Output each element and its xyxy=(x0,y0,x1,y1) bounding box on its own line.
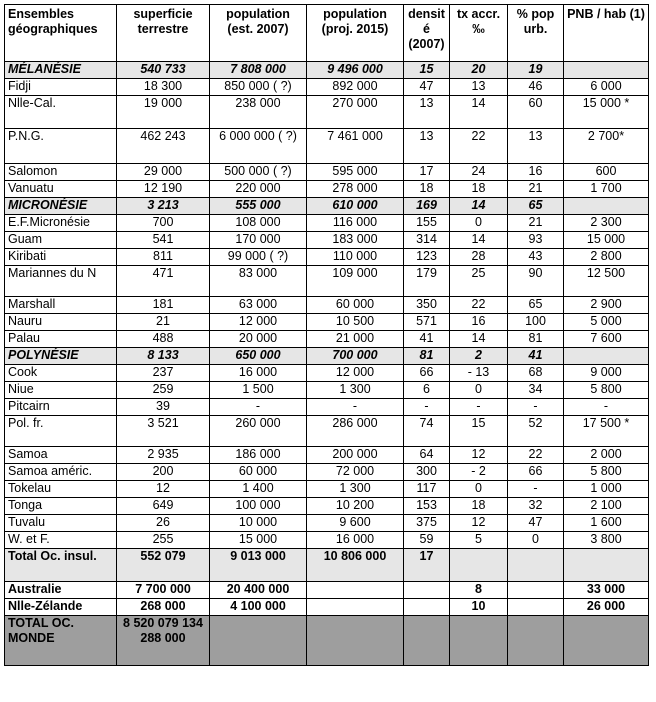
cell-superficie: 29 000 xyxy=(117,164,210,181)
cell-pop2015: 116 000 xyxy=(307,215,404,232)
cell-densite: 179 xyxy=(404,266,450,297)
table-row xyxy=(5,481,649,498)
header-taux-accroissement: tx accr. ‰ xyxy=(450,5,508,62)
table-row xyxy=(5,382,649,399)
cell-pnb: 1 600 xyxy=(564,515,649,532)
cell-superficie: 3 521 xyxy=(117,416,210,447)
table-row xyxy=(5,515,649,532)
cell-superficie: 488 xyxy=(117,331,210,348)
cell-pnb: 2 700* xyxy=(564,129,649,164)
cell-densite: 41 xyxy=(404,331,450,348)
cell-urb: 34 xyxy=(508,382,564,399)
cell-name: TOTAL OC. MONDE xyxy=(5,616,117,666)
cell-pop2007: 650 000 xyxy=(210,348,307,365)
cell-densite xyxy=(404,616,450,666)
cell-pnb: 2 100 xyxy=(564,498,649,515)
cell-superficie: 811 xyxy=(117,249,210,266)
cell-densite: 300 xyxy=(404,464,450,481)
cell-taux: 14 xyxy=(450,331,508,348)
table-row xyxy=(5,498,649,515)
cell-taux: 20 xyxy=(450,62,508,79)
cell-pop2007: 238 000 xyxy=(210,96,307,129)
cell-name: Nauru xyxy=(5,314,117,331)
cell-urb: 22 xyxy=(508,447,564,464)
cell-taux: 13 xyxy=(450,79,508,96)
cell-densite: 6 xyxy=(404,382,450,399)
cell-pop2015: 16 000 xyxy=(307,532,404,549)
cell-pnb: 3 800 xyxy=(564,532,649,549)
cell-pnb xyxy=(564,198,649,215)
cell-urb: 13 xyxy=(508,129,564,164)
cell-pop2007: 850 000 ( ?) xyxy=(210,79,307,96)
cell-urb: 68 xyxy=(508,365,564,382)
cell-pnb: 26 000 xyxy=(564,599,649,616)
cell-pop2015: 12 000 xyxy=(307,365,404,382)
cell-name: Marshall xyxy=(5,297,117,314)
cell-name: P.N.G. xyxy=(5,129,117,164)
cell-densite: 13 xyxy=(404,96,450,129)
cell-pnb: 5 800 xyxy=(564,382,649,399)
cell-pop2015: 200 000 xyxy=(307,447,404,464)
cell-pop2015: 72 000 xyxy=(307,464,404,481)
cell-densite: 571 xyxy=(404,314,450,331)
cell-superficie: 181 xyxy=(117,297,210,314)
cell-pop2007: 1 500 xyxy=(210,382,307,399)
cell-name: MÉLANÉSIE xyxy=(5,62,117,79)
cell-densite: 314 xyxy=(404,232,450,249)
table-row xyxy=(5,464,649,481)
cell-pop2015: - xyxy=(307,399,404,416)
cell-superficie: 8 133 xyxy=(117,348,210,365)
cell-pop2015: 610 000 xyxy=(307,198,404,215)
cell-taux xyxy=(450,616,508,666)
cell-taux: 16 xyxy=(450,314,508,331)
cell-pnb: 2 800 xyxy=(564,249,649,266)
cell-name: Niue xyxy=(5,382,117,399)
table-row xyxy=(5,249,649,266)
cell-pop2015: 10 200 xyxy=(307,498,404,515)
cell-pop2015 xyxy=(307,582,404,599)
cell-densite: 13 xyxy=(404,129,450,164)
cell-taux: 8 xyxy=(450,582,508,599)
table-row xyxy=(5,314,649,331)
cell-pop2007: 1 400 xyxy=(210,481,307,498)
cell-urb: 90 xyxy=(508,266,564,297)
cell-pop2007: 555 000 xyxy=(210,198,307,215)
cell-superficie: 19 000 xyxy=(117,96,210,129)
table-row xyxy=(5,215,649,232)
cell-name: Cook xyxy=(5,365,117,382)
cell-urb: 47 xyxy=(508,515,564,532)
cell-pop2015: 278 000 xyxy=(307,181,404,198)
world-row xyxy=(5,616,649,666)
cell-pop2007: 108 000 xyxy=(210,215,307,232)
cell-pop2007: 60 000 xyxy=(210,464,307,481)
cell-pop2007: 4 100 000 xyxy=(210,599,307,616)
cell-pop2015: 10 500 xyxy=(307,314,404,331)
bold-row xyxy=(5,599,649,616)
table-row xyxy=(5,232,649,249)
cell-taux: 14 xyxy=(450,232,508,249)
cell-urb: 21 xyxy=(508,215,564,232)
cell-pop2007: 12 000 xyxy=(210,314,307,331)
table-row xyxy=(5,266,649,297)
cell-pop2007: 500 000 ( ?) xyxy=(210,164,307,181)
cell-name: Nlle-Cal. xyxy=(5,96,117,129)
cell-densite: 350 xyxy=(404,297,450,314)
cell-superficie: 7 700 000 xyxy=(117,582,210,599)
cell-pop2007: 83 000 xyxy=(210,266,307,297)
cell-pop2015: 60 000 xyxy=(307,297,404,314)
cell-pnb: 7 600 xyxy=(564,331,649,348)
cell-superficie: 39 xyxy=(117,399,210,416)
cell-name: W. et F. xyxy=(5,532,117,549)
cell-urb: 93 xyxy=(508,232,564,249)
cell-urb: 100 xyxy=(508,314,564,331)
cell-taux: - 2 xyxy=(450,464,508,481)
cell-taux: 22 xyxy=(450,129,508,164)
cell-pop2007: 20 400 000 xyxy=(210,582,307,599)
cell-urb: 32 xyxy=(508,498,564,515)
table-row xyxy=(5,129,649,164)
header-population-2007: population (est. 2007) xyxy=(210,5,307,62)
cell-taux: 12 xyxy=(450,515,508,532)
cell-urb: 65 xyxy=(508,297,564,314)
cell-pop2007 xyxy=(210,616,307,666)
cell-pop2007: 220 000 xyxy=(210,181,307,198)
cell-pnb xyxy=(564,616,649,666)
cell-pop2015: 700 000 xyxy=(307,348,404,365)
cell-densite: 59 xyxy=(404,532,450,549)
cell-pop2015: 270 000 xyxy=(307,96,404,129)
cell-pnb: 17 500 * xyxy=(564,416,649,447)
cell-pop2015: 109 000 xyxy=(307,266,404,297)
cell-densite: - xyxy=(404,399,450,416)
cell-densite: 155 xyxy=(404,215,450,232)
cell-superficie: 26 xyxy=(117,515,210,532)
total-row xyxy=(5,549,649,582)
cell-taux: 14 xyxy=(450,198,508,215)
cell-taux: 5 xyxy=(450,532,508,549)
cell-pnb: 5 800 xyxy=(564,464,649,481)
cell-densite: 153 xyxy=(404,498,450,515)
cell-densite: 66 xyxy=(404,365,450,382)
cell-urb: 66 xyxy=(508,464,564,481)
table-row xyxy=(5,331,649,348)
cell-pop2015: 9 496 000 xyxy=(307,62,404,79)
cell-superficie: 2 935 xyxy=(117,447,210,464)
cell-name: Total Oc. insul. xyxy=(5,549,117,582)
cell-pnb: 12 500 xyxy=(564,266,649,297)
cell-densite: 375 xyxy=(404,515,450,532)
table-row xyxy=(5,181,649,198)
cell-name: Samoa xyxy=(5,447,117,464)
cell-name: Samoa améric. xyxy=(5,464,117,481)
cell-pop2007: 20 000 xyxy=(210,331,307,348)
table-row xyxy=(5,96,649,129)
cell-superficie: 12 190 xyxy=(117,181,210,198)
cell-pop2015: 1 300 xyxy=(307,481,404,498)
cell-taux: - 13 xyxy=(450,365,508,382)
cell-name: MICRONÉSIE xyxy=(5,198,117,215)
cell-pnb xyxy=(564,348,649,365)
header-row xyxy=(5,5,649,62)
cell-densite: 17 xyxy=(404,549,450,582)
cell-densite xyxy=(404,582,450,599)
cell-superficie: 471 xyxy=(117,266,210,297)
cell-name: POLYNÉSIE xyxy=(5,348,117,365)
cell-pnb: 5 000 xyxy=(564,314,649,331)
cell-densite: 64 xyxy=(404,447,450,464)
cell-superficie: 237 xyxy=(117,365,210,382)
cell-name: Vanuatu xyxy=(5,181,117,198)
cell-pop2015 xyxy=(307,599,404,616)
cell-densite: 47 xyxy=(404,79,450,96)
cell-pop2007: 99 000 ( ?) xyxy=(210,249,307,266)
cell-superficie: 541 xyxy=(117,232,210,249)
cell-urb xyxy=(508,599,564,616)
cell-name: Mariannes du N xyxy=(5,266,117,297)
cell-pop2015: 1 300 xyxy=(307,382,404,399)
cell-superficie: 268 000 xyxy=(117,599,210,616)
cell-pop2007: 186 000 xyxy=(210,447,307,464)
table-row xyxy=(5,365,649,382)
cell-densite: 15 xyxy=(404,62,450,79)
cell-pop2015: 7 461 000 xyxy=(307,129,404,164)
cell-name: Pitcairn xyxy=(5,399,117,416)
cell-pnb: 2 300 xyxy=(564,215,649,232)
header-pnb-hab: PNB / hab (1) xyxy=(564,5,649,62)
cell-name: Tokelau xyxy=(5,481,117,498)
cell-pop2015: 21 000 xyxy=(307,331,404,348)
cell-taux: 2 xyxy=(450,348,508,365)
cell-urb: 81 xyxy=(508,331,564,348)
cell-name: Fidji xyxy=(5,79,117,96)
cell-pnb: 15 000 * xyxy=(564,96,649,129)
cell-pnb: 6 000 xyxy=(564,79,649,96)
cell-name: Nlle-Zélande xyxy=(5,599,117,616)
cell-taux: 0 xyxy=(450,382,508,399)
cell-pop2007: 260 000 xyxy=(210,416,307,447)
cell-superficie: 3 213 xyxy=(117,198,210,215)
table-row xyxy=(5,399,649,416)
header-population-2015: population (proj. 2015) xyxy=(307,5,404,62)
cell-pop2015: 10 806 000 xyxy=(307,549,404,582)
bold-row xyxy=(5,582,649,599)
cell-densite: 81 xyxy=(404,348,450,365)
cell-taux: 10 xyxy=(450,599,508,616)
cell-urb: 52 xyxy=(508,416,564,447)
cell-pop2015: 286 000 xyxy=(307,416,404,447)
cell-pop2007: 170 000 xyxy=(210,232,307,249)
cell-superficie: 700 xyxy=(117,215,210,232)
table-row xyxy=(5,447,649,464)
cell-pop2015: 595 000 xyxy=(307,164,404,181)
cell-densite: 18 xyxy=(404,181,450,198)
cell-superficie: 12 xyxy=(117,481,210,498)
cell-name: Salomon xyxy=(5,164,117,181)
cell-taux: 0 xyxy=(450,215,508,232)
cell-pop2015: 9 600 xyxy=(307,515,404,532)
table-row xyxy=(5,79,649,96)
cell-urb: 43 xyxy=(508,249,564,266)
cell-pnb xyxy=(564,549,649,582)
cell-pop2007: 63 000 xyxy=(210,297,307,314)
cell-pnb: 33 000 xyxy=(564,582,649,599)
cell-taux: 18 xyxy=(450,498,508,515)
cell-urb: - xyxy=(508,481,564,498)
region-row xyxy=(5,348,649,365)
cell-superficie: 18 300 xyxy=(117,79,210,96)
cell-pop2015: 110 000 xyxy=(307,249,404,266)
cell-name: Palau xyxy=(5,331,117,348)
cell-superficie: 540 733 xyxy=(117,62,210,79)
cell-urb: 60 xyxy=(508,96,564,129)
cell-urb: 46 xyxy=(508,79,564,96)
cell-superficie: 255 xyxy=(117,532,210,549)
cell-urb: 21 xyxy=(508,181,564,198)
table-row xyxy=(5,416,649,447)
cell-superficie: 21 xyxy=(117,314,210,331)
cell-urb: 65 xyxy=(508,198,564,215)
cell-urb xyxy=(508,616,564,666)
cell-name: Kiribati xyxy=(5,249,117,266)
cell-pnb: 2 000 xyxy=(564,447,649,464)
header-pop-urbaine: % pop urb. xyxy=(508,5,564,62)
cell-pop2007: 6 000 000 ( ?) xyxy=(210,129,307,164)
cell-pop2007: 15 000 xyxy=(210,532,307,549)
cell-densite: 123 xyxy=(404,249,450,266)
region-row xyxy=(5,62,649,79)
cell-taux: - xyxy=(450,399,508,416)
cell-pnb: - xyxy=(564,399,649,416)
cell-urb: 16 xyxy=(508,164,564,181)
header-superficie: superficie terrestre xyxy=(117,5,210,62)
cell-name: Tuvalu xyxy=(5,515,117,532)
table-row xyxy=(5,532,649,549)
oceania-statistics-table xyxy=(4,4,649,666)
cell-urb: - xyxy=(508,399,564,416)
cell-urb: 41 xyxy=(508,348,564,365)
cell-taux: 28 xyxy=(450,249,508,266)
region-row xyxy=(5,198,649,215)
cell-superficie: 8 520 079 134 288 000 xyxy=(117,616,210,666)
cell-taux xyxy=(450,549,508,582)
cell-taux: 14 xyxy=(450,96,508,129)
cell-pnb xyxy=(564,62,649,79)
cell-urb xyxy=(508,582,564,599)
table-row xyxy=(5,297,649,314)
cell-pnb: 600 xyxy=(564,164,649,181)
cell-pop2015: 892 000 xyxy=(307,79,404,96)
cell-name: Guam xyxy=(5,232,117,249)
cell-pnb: 15 000 xyxy=(564,232,649,249)
cell-pop2007: 100 000 xyxy=(210,498,307,515)
cell-pop2007: 7 808 000 xyxy=(210,62,307,79)
cell-name: Australie xyxy=(5,582,117,599)
cell-superficie: 200 xyxy=(117,464,210,481)
table-row xyxy=(5,164,649,181)
cell-name: Pol. fr. xyxy=(5,416,117,447)
cell-urb: 0 xyxy=(508,532,564,549)
cell-densite: 17 xyxy=(404,164,450,181)
cell-superficie: 552 079 xyxy=(117,549,210,582)
header-ensembles: Ensembles géographiques xyxy=(5,5,117,62)
cell-pnb: 9 000 xyxy=(564,365,649,382)
cell-pnb: 1 000 xyxy=(564,481,649,498)
cell-pop2007: 16 000 xyxy=(210,365,307,382)
cell-superficie: 462 243 xyxy=(117,129,210,164)
cell-pop2007: 9 013 000 xyxy=(210,549,307,582)
cell-urb xyxy=(508,549,564,582)
cell-superficie: 649 xyxy=(117,498,210,515)
cell-superficie: 259 xyxy=(117,382,210,399)
cell-pop2015: 183 000 xyxy=(307,232,404,249)
cell-taux: 15 xyxy=(450,416,508,447)
cell-pnb: 1 700 xyxy=(564,181,649,198)
cell-pop2015 xyxy=(307,616,404,666)
cell-taux: 22 xyxy=(450,297,508,314)
cell-densite xyxy=(404,599,450,616)
cell-densite: 117 xyxy=(404,481,450,498)
cell-taux: 25 xyxy=(450,266,508,297)
cell-name: Tonga xyxy=(5,498,117,515)
cell-pop2007: - xyxy=(210,399,307,416)
cell-pnb: 2 900 xyxy=(564,297,649,314)
cell-name: E.F.Micronésie xyxy=(5,215,117,232)
cell-taux: 0 xyxy=(450,481,508,498)
cell-densite: 74 xyxy=(404,416,450,447)
cell-taux: 24 xyxy=(450,164,508,181)
header-densite: densité (2007) xyxy=(404,5,450,62)
cell-urb: 19 xyxy=(508,62,564,79)
cell-taux: 12 xyxy=(450,447,508,464)
cell-pop2007: 10 000 xyxy=(210,515,307,532)
cell-densite: 169 xyxy=(404,198,450,215)
cell-taux: 18 xyxy=(450,181,508,198)
